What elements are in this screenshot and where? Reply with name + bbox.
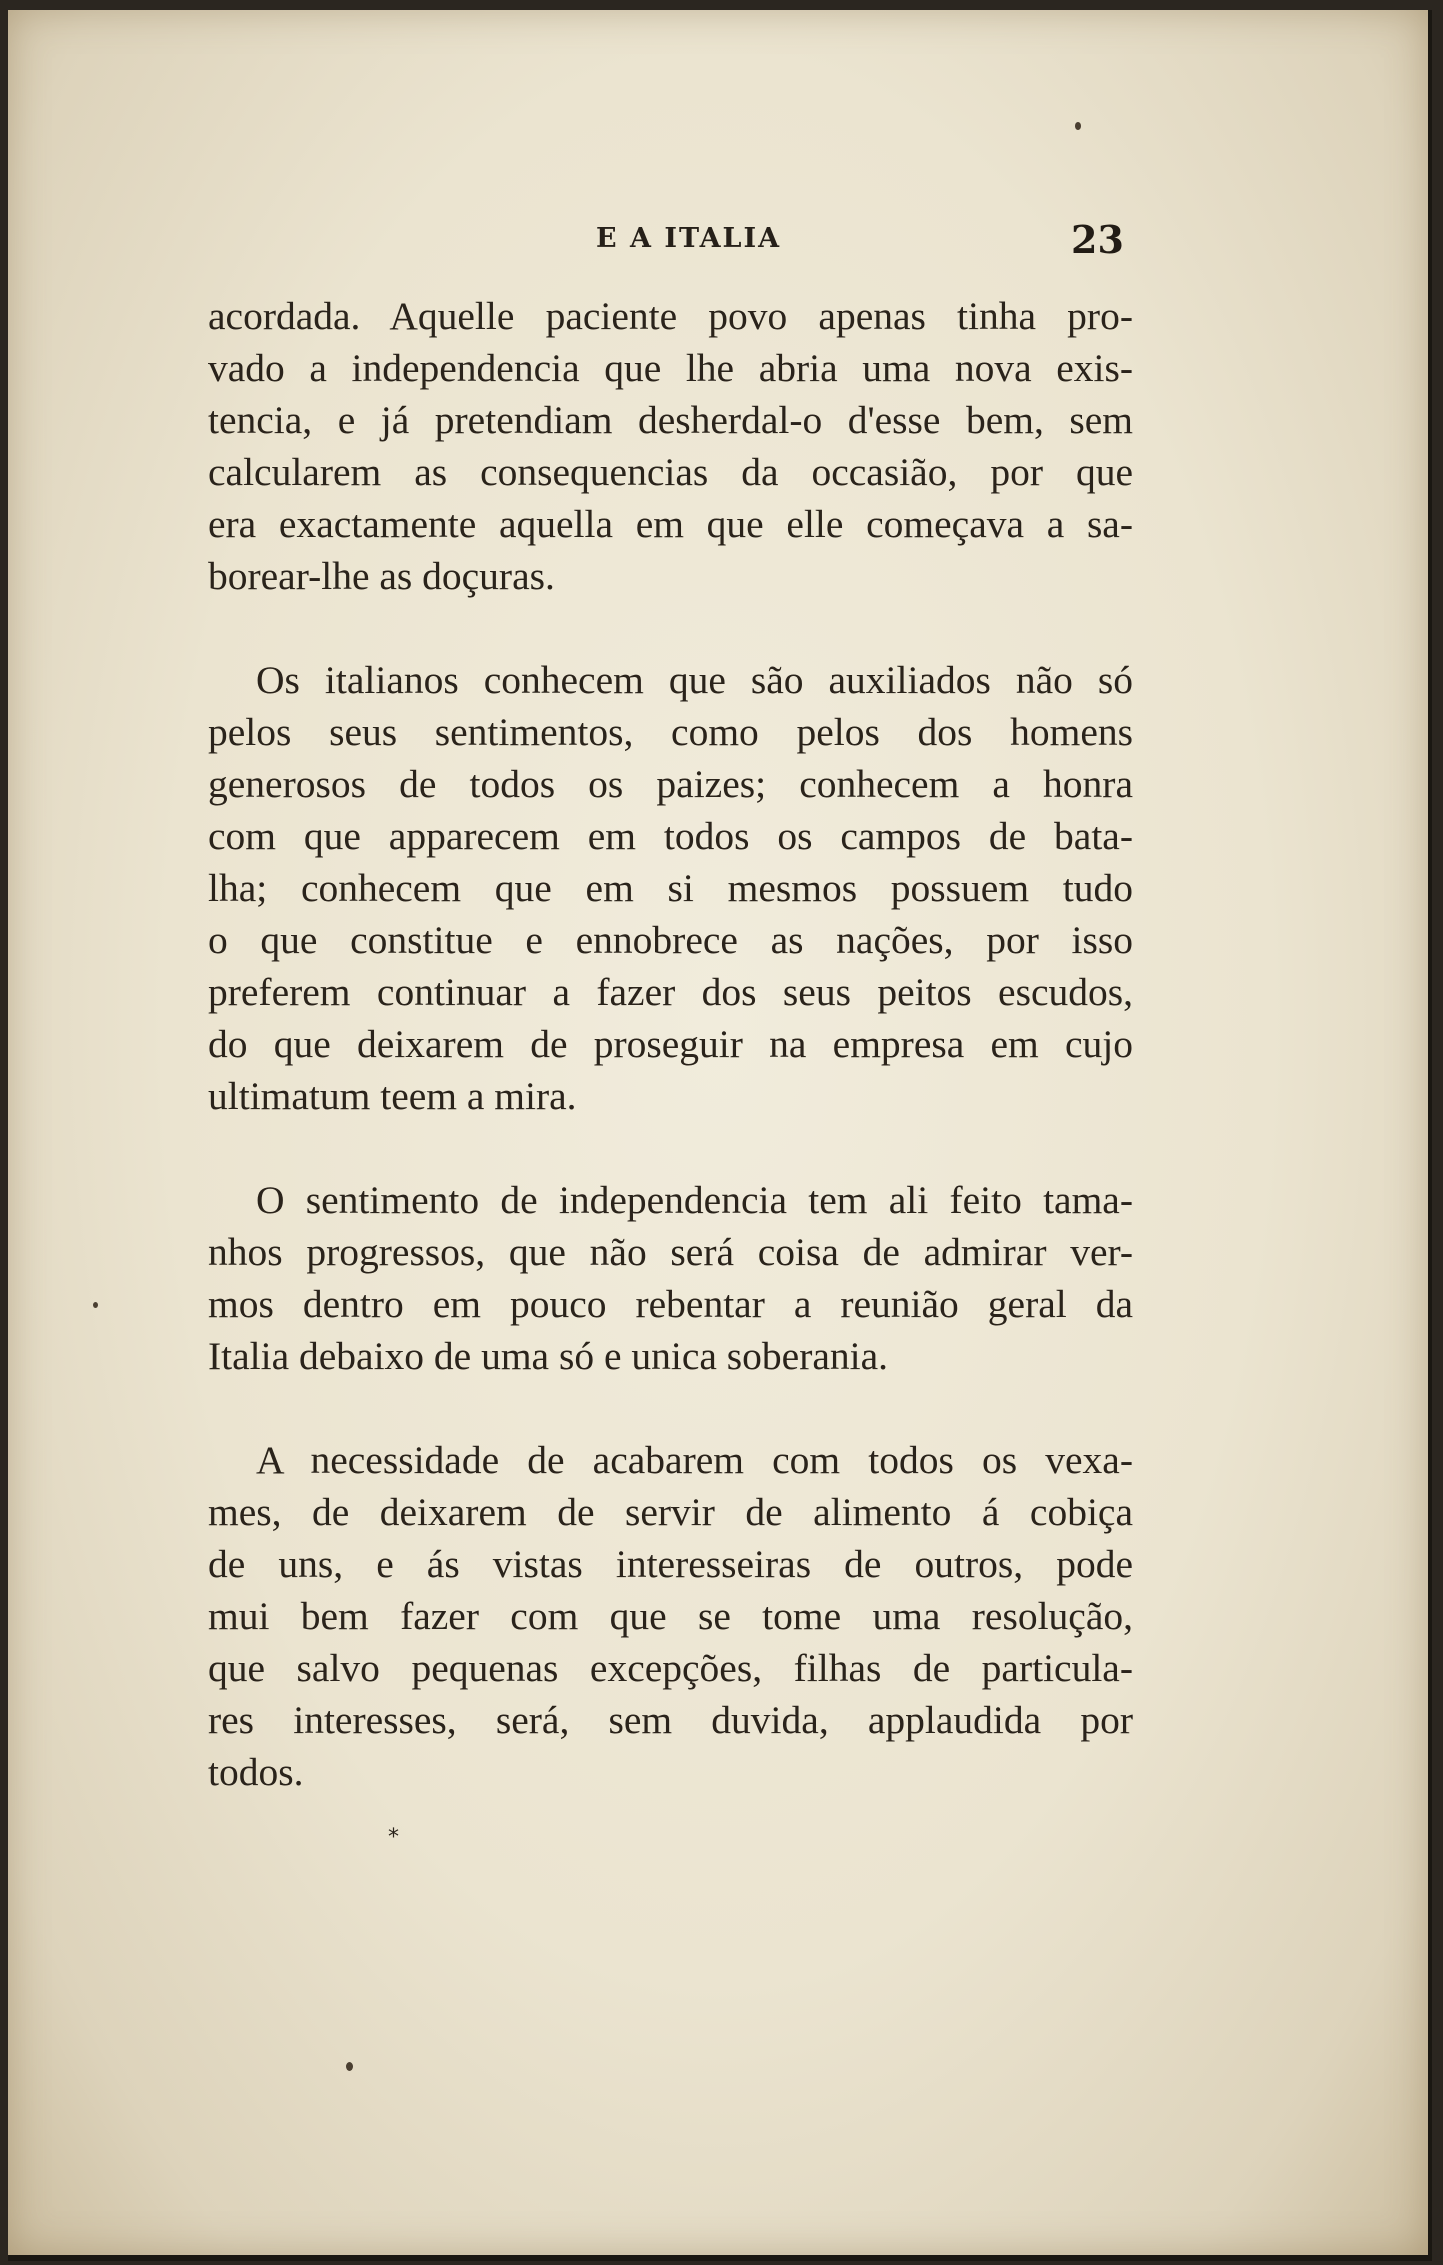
text-line: calcularem as consequencias da occasião, por que — [208, 450, 1133, 494]
text-line: o que constitue e ennobrece as nações, por isso — [208, 918, 1133, 962]
text-line: mos dentro em pouco rebentar a reunião geral da — [208, 1282, 1133, 1326]
paper-speck — [1075, 122, 1081, 130]
text-line: borear-lhe as doçuras. — [208, 554, 555, 598]
text-line: Os italianos conhecem que são auxiliados não só — [256, 658, 1133, 702]
text-line: lha; conhecem que em si mesmos possuem tudo — [208, 866, 1133, 910]
text-line: era exactamente aquella em que elle começava a sa- — [208, 502, 1133, 546]
page-number: 23 — [1071, 217, 1124, 262]
text-line: acordada. Aquelle paciente povo apenas tinha pro- — [208, 294, 1133, 338]
text-line: pelos seus sentimentos, como pelos dos homens — [208, 710, 1133, 754]
text-line: com que apparecem em todos os campos de bata- — [208, 814, 1133, 858]
text-line: A necessidade de acabarem com todos os vexa- — [256, 1438, 1133, 1482]
text-line: mui bem fazer com que se tome uma resolução, — [208, 1594, 1133, 1638]
text-line: O sentimento de independencia tem ali feito tama- — [256, 1178, 1133, 1222]
text-line: ultimatum teem a mira. — [208, 1074, 577, 1118]
running-title: E A ITALIA — [596, 223, 782, 254]
paper-speck — [93, 1302, 98, 1308]
running-header — [8, 217, 1428, 261]
footer-mark: * — [388, 1825, 399, 1850]
paragraph — [208, 290, 1133, 602]
text-line: generosos de todos os paizes; conhecem a honra — [208, 762, 1133, 806]
text-line: nhos progressos, que não será coisa de admirar ver- — [208, 1230, 1133, 1274]
text-line: Italia debaixo de uma só e unica soberania. — [208, 1334, 889, 1378]
text-line: preferem continuar a fazer dos seus peitos escudos, — [208, 970, 1133, 1014]
paragraph — [208, 654, 1133, 1122]
text-line: vado a independencia que lhe abria uma nova exis- — [208, 346, 1133, 390]
text-line: res interesses, será, sem duvida, applaudida por — [208, 1698, 1133, 1742]
text-line: todos. — [208, 1750, 304, 1794]
paragraph — [208, 1174, 1133, 1382]
text-line: de uns, e ás vistas interesseiras de outros, pode — [208, 1542, 1133, 1586]
text-line: que salvo pequenas excepções, filhas de particula- — [208, 1646, 1133, 1690]
body-text — [208, 290, 1133, 1798]
text-line: do que deixarem de proseguir na empresa em cujo — [208, 1022, 1133, 1066]
text-line: tencia, e já pretendiam desherdal-o d'esse bem, sem — [208, 398, 1133, 442]
paragraph — [208, 1434, 1133, 1798]
book-page — [8, 10, 1432, 2261]
paper-speck — [346, 2062, 353, 2071]
text-line: mes, de deixarem de servir de alimento á cobiça — [208, 1490, 1133, 1534]
